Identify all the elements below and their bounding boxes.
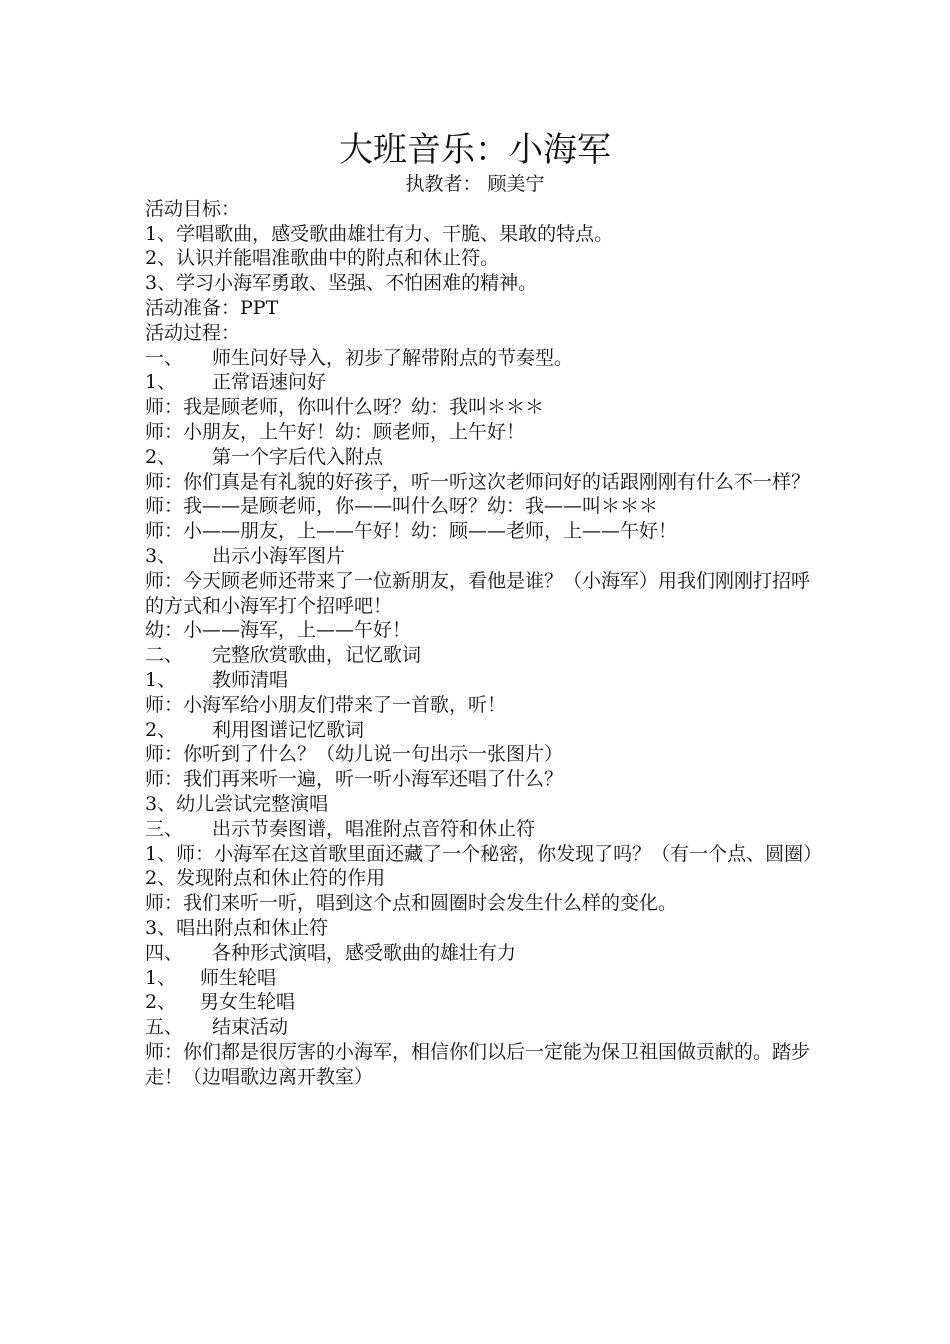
section-title: 完整欣赏歌曲，记忆歌词 — [212, 644, 422, 667]
subsection-heading — [145, 370, 815, 395]
document-page — [145, 128, 823, 1089]
subsection-title: 利用图谱记忆歌词 — [212, 718, 365, 741]
subsection-title: 师生轮唱 — [200, 966, 277, 989]
section-number: 五、 — [145, 1016, 184, 1039]
teacher-line: 执教者： 顾美宁 — [405, 173, 545, 195]
subsection-number: 2、 — [145, 991, 177, 1014]
dialogue-line: 师：小海军给小朋友们带来了一首歌，听！ — [145, 693, 507, 716]
subsection-heading — [145, 966, 815, 991]
subsection-number: 2、 — [145, 445, 177, 468]
section-heading — [145, 1015, 815, 1040]
dialogue-line: 师：小朋友，上午好！幼：顾老师，上午好！ — [145, 420, 526, 443]
section-heading — [145, 346, 815, 371]
section-number: 二、 — [145, 644, 184, 667]
dialogue-line: 师：你听到了什么？（幼儿说一句出示一张图片） — [145, 743, 564, 766]
subsection-title: 出示小海军图片 — [212, 544, 346, 567]
subsection-line: 1、师：小海军在这首歌里面还藏了一个秘密，你发现了吗？（有一个点、圆圈） — [145, 842, 823, 865]
dialogue-line: 师：你们真是有礼貌的好孩子，听一听这次老师问好的话跟刚刚有什么不一样？ — [145, 470, 811, 493]
subsection-heading — [145, 544, 815, 569]
dialogue-line: 师：你们都是很厉害的小海军，相信你们以后一定能为保卫祖国做贡献的。踏步走！（边唱歌边离开教室） — [145, 1040, 811, 1088]
dialogue-line: 师：我是顾老师，你叫什么呀？幼：我叫＊＊＊ — [145, 396, 545, 419]
subsection-heading — [145, 445, 815, 470]
subsection-number: 1、 — [145, 371, 177, 394]
section-number: 三、 — [145, 817, 184, 840]
subsection-heading — [145, 990, 815, 1015]
dialogue-line: 师：我们来听一听，唱到这个点和圆圈时会发生什么样的变化。 — [145, 892, 678, 915]
subsection-line: 3、幼儿尝试完整演唱 — [145, 792, 329, 815]
subsection-number: 1、 — [145, 668, 177, 691]
subsection-title: 教师清唱 — [212, 668, 289, 691]
page-title: 大班音乐：小海军 — [339, 130, 611, 170]
prep-line: 活动准备：PPT — [145, 296, 279, 319]
subsection-number: 3、 — [145, 544, 177, 567]
dialogue-line: 幼：小——海军，上——午好！ — [145, 619, 412, 642]
subsection-line: 3、唱出附点和休止符 — [145, 916, 329, 939]
dialogue-line: 师：我——是顾老师，你——叫什么呀？幼：我——叫＊＊＊ — [145, 495, 659, 518]
section-title: 各种形式演唱，感受歌曲的雄壮有力 — [212, 941, 517, 964]
section-title: 师生问好导入，初步了解带附点的节奏型。 — [212, 346, 574, 369]
subsection-title: 男女生轮唱 — [200, 991, 296, 1014]
subsection-line: 2、发现附点和休止符的作用 — [145, 867, 386, 890]
section-number: 四、 — [145, 941, 184, 964]
subsection-number: 2、 — [145, 718, 177, 741]
subsection-title: 正常语速问好 — [212, 371, 327, 394]
subsection-title: 第一个字后代入附点 — [212, 445, 384, 468]
subsection-heading — [145, 718, 815, 743]
section-title: 出示节奏图谱，唱准附点音符和休止符 — [212, 817, 536, 840]
section-title: 结束活动 — [212, 1016, 289, 1039]
subsection-heading — [145, 668, 815, 693]
subsection-number: 1、 — [145, 966, 177, 989]
dialogue-line: 师：我们再来听一遍，听一听小海军还唱了什么？ — [145, 768, 564, 791]
goal-item: 2、认识并能唱准歌曲中的附点和休止符。 — [145, 247, 500, 270]
goal-item: 3、学习小海军勇敢、坚强、不怕困难的精神。 — [145, 272, 538, 295]
process-heading: 活动过程： — [145, 321, 241, 344]
section-heading — [145, 817, 815, 842]
section-heading — [145, 643, 815, 668]
dialogue-line: 师：小——朋友，上——午好！幼：顾——老师，上——午好！ — [145, 520, 678, 543]
section-heading — [145, 941, 815, 966]
dialogue-line: 师：今天顾老师还带来了一位新朋友，看他是谁？（小海军）用我们刚刚打招呼的方式和小海军打个招呼吧！ — [145, 569, 811, 617]
section-number: 一、 — [145, 346, 184, 369]
goal-item: 1、学唱歌曲，感受歌曲雄壮有力、干脆、果敢的特点。 — [145, 222, 614, 245]
goals-heading: 活动目标： — [145, 197, 241, 220]
